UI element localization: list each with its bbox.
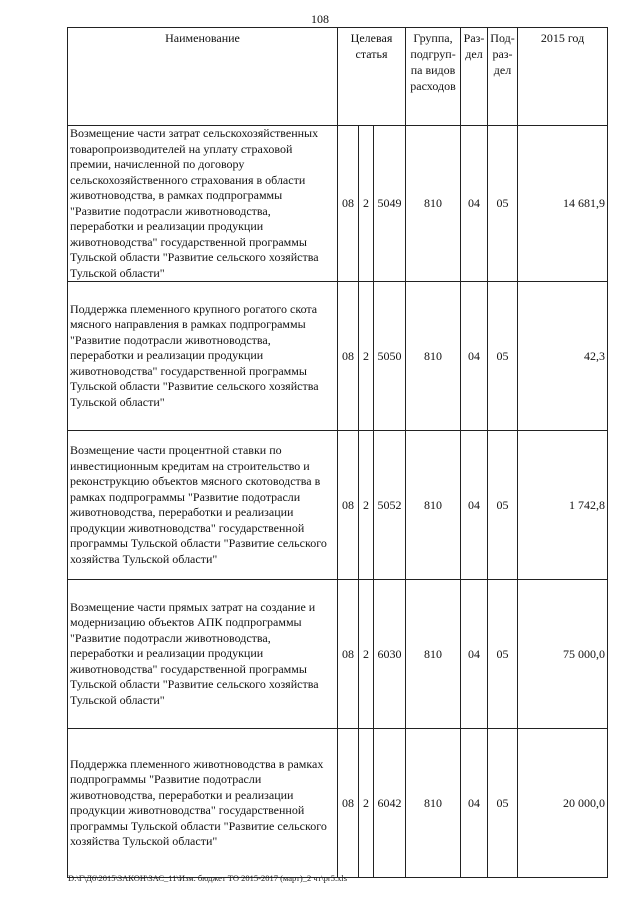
header-target: Целевая статья (338, 28, 406, 126)
row-code-subprogram: 2 (359, 126, 374, 282)
row-code-subprogram: 2 (359, 729, 374, 878)
row-code-subprogram: 2 (359, 431, 374, 580)
row-name: Возмещение части затрат сельскохозяйственных товаропроизводителей на уплату страховой премии, начисленной по договору сельскохозяйственного страхования в области животноводства, в рамках подпрограммы "Развитие подотрасли животноводства, переработки и реализации продукции животноводства" государственной программы Тульской области "Развитие сельского хозяйства Тульской области" (68, 126, 338, 282)
header-section: Раз-дел (461, 28, 488, 126)
row-subsection: 05 (488, 282, 518, 431)
row-amount: 42,3 (518, 282, 608, 431)
row-amount: 1 742,8 (518, 431, 608, 580)
table-row (68, 580, 608, 729)
row-code-program: 08 (338, 282, 359, 431)
row-section: 04 (461, 126, 488, 282)
row-group: 810 (406, 282, 461, 431)
row-amount: 14 681,9 (518, 126, 608, 282)
row-code-program: 08 (338, 580, 359, 729)
row-section: 04 (461, 729, 488, 878)
row-code-direction: 5050 (374, 282, 406, 431)
row-amount: 20 000,0 (518, 729, 608, 878)
table-row (68, 282, 608, 431)
table-row (68, 126, 608, 282)
row-group: 810 (406, 729, 461, 878)
row-subsection: 05 (488, 126, 518, 282)
row-code-direction: 5049 (374, 126, 406, 282)
table-header-row (68, 28, 608, 126)
row-code-subprogram: 2 (359, 282, 374, 431)
budget-table (67, 27, 608, 878)
header-name: Наименование (68, 28, 338, 126)
row-code-program: 08 (338, 431, 359, 580)
row-code-direction: 6030 (374, 580, 406, 729)
row-code-program: 08 (338, 729, 359, 878)
row-code-subprogram: 2 (359, 580, 374, 729)
page-number: 108 (311, 12, 329, 26)
table-row (68, 729, 608, 878)
row-name: Возмещение части прямых затрат на создание и модернизацию объектов АПК подпрограммы "Развитие подотрасли животноводства, переработки и реализации продукции животноводства" государственной программы Тульской области "Развитие сельского хозяйства Тульской области" (68, 580, 338, 729)
row-section: 04 (461, 580, 488, 729)
row-name: Поддержка племенного животноводства в рамках подпрограммы "Развитие подотрасли животноводства, переработки и реализации продукции животноводства" государственной программы Тульской области "Развитие сельского хозяйства Тульской области" (68, 729, 338, 878)
row-subsection: 05 (488, 431, 518, 580)
row-section: 04 (461, 282, 488, 431)
header-group: Группа, подгруп-па видов расходов (406, 28, 461, 126)
row-name: Возмещение части процентной ставки по инвестиционным кредитам на строительство и реконструкцию объектов мясного скотоводства в рамках подпрограммы "Развитие подотрасли животноводства, переработки и реализации продукции животноводства" государственной программы Тульской области "Развитие сельского хозяйства Тульской области" (68, 431, 338, 580)
row-amount: 75 000,0 (518, 580, 608, 729)
row-section: 04 (461, 431, 488, 580)
row-code-program: 08 (338, 126, 359, 282)
header-year: 2015 год (518, 28, 608, 126)
row-code-direction: 6042 (374, 729, 406, 878)
row-subsection: 05 (488, 729, 518, 878)
row-group: 810 (406, 431, 461, 580)
row-group: 810 (406, 580, 461, 729)
header-subsection: Под-раз-дел (488, 28, 518, 126)
row-subsection: 05 (488, 580, 518, 729)
row-group: 810 (406, 126, 461, 282)
row-code-direction: 5052 (374, 431, 406, 580)
file-path-footer: D:\Г\Д6\2015\ЗАКОН\ЗАС_11\Изм. бюджет ТО 2015-2017 (март)_2 чт\pr5.xls (68, 873, 348, 883)
row-name: Поддержка племенного крупного рогатого скота мясного направления в рамках подпрограммы "Развитие подотрасли животноводства, переработки и реализации продукции животноводства" государственной программы Тульской области "Развитие сельского хозяйства Тульской области" (68, 282, 338, 431)
table-row (68, 431, 608, 580)
